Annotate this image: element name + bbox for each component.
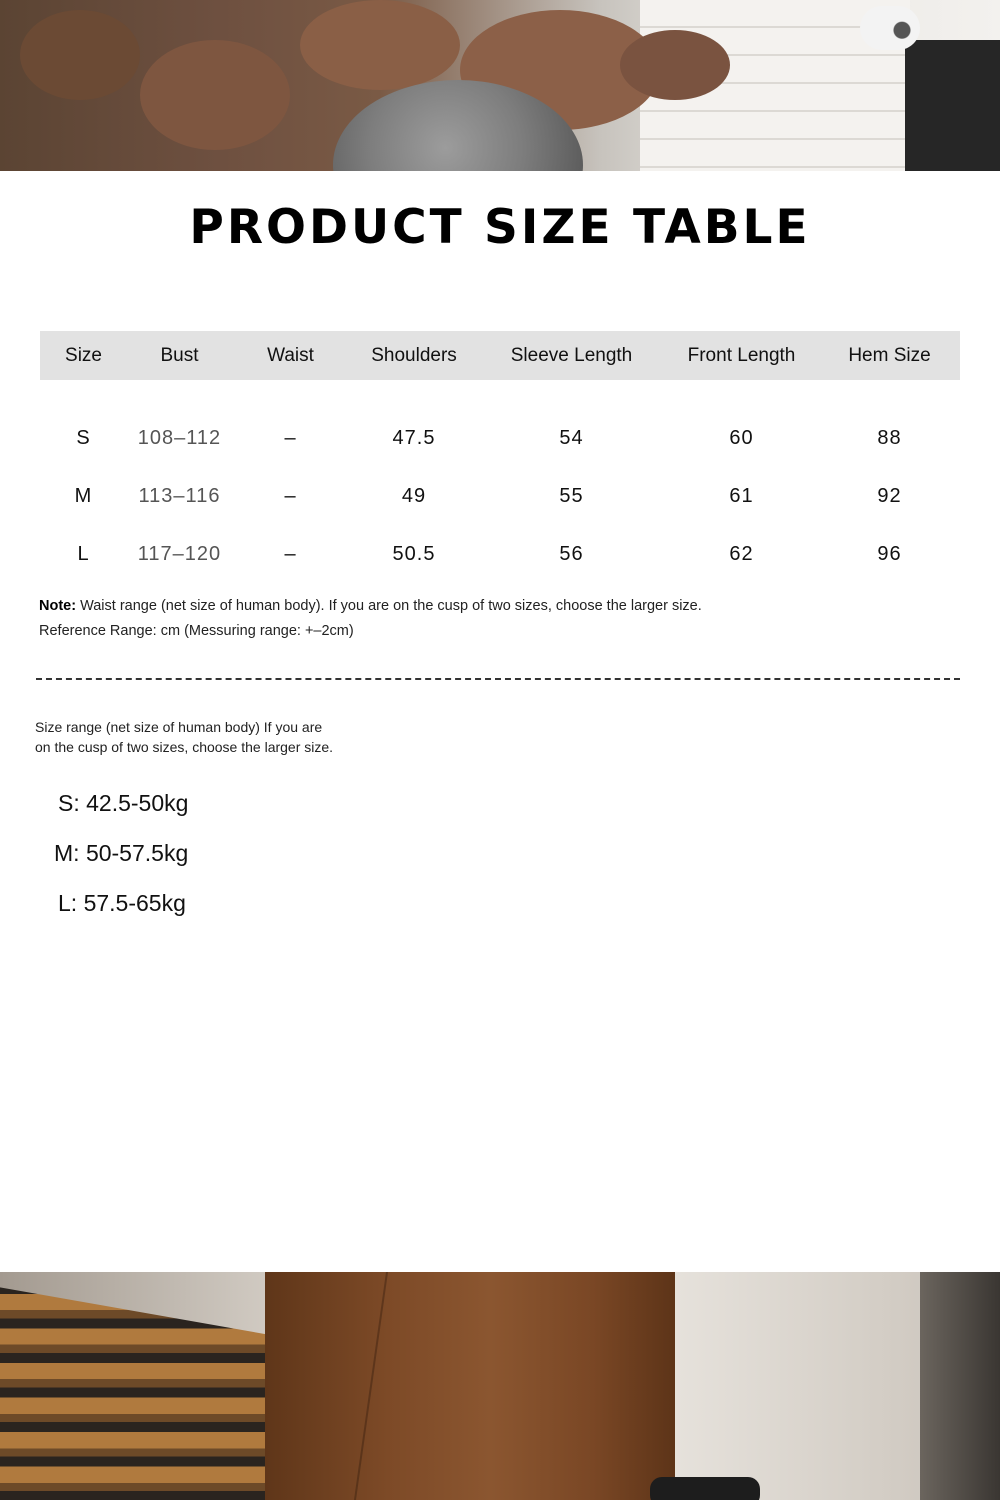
note-label: Note: — [39, 598, 77, 614]
cell-shoulders: 47.5 — [392, 426, 436, 449]
dashed-divider — [36, 678, 960, 680]
weight-item-s: S: 42.5-50kg — [58, 790, 189, 816]
size-range-note — [35, 717, 375, 757]
header-waist: Waist — [267, 344, 314, 366]
table-row — [40, 525, 960, 583]
header-shoulders: Shoulders — [371, 344, 457, 366]
cell-bust: 108–112 — [137, 426, 222, 449]
photo-foliage — [20, 10, 140, 100]
weight-item-l: L: 57.5-65kg — [58, 890, 186, 916]
header-front-length: Front Length — [687, 344, 796, 366]
photo-bench — [0, 1284, 300, 1500]
note-line-1 — [39, 594, 702, 619]
size-note — [39, 594, 702, 644]
header-bust: Bust — [160, 344, 199, 366]
cell-size: S — [76, 426, 91, 449]
range-note-line-2: on the cusp of two sizes, choose the larger size. — [35, 739, 334, 755]
page-title: PRODUCT SIZE TABLE — [189, 200, 811, 255]
cell-bust: 113–116 — [138, 484, 221, 507]
cell-bust: 117–120 — [137, 542, 222, 565]
photo-foliage — [620, 30, 730, 100]
cell-shoulders: 49 — [401, 484, 427, 507]
cell-waist: – — [284, 542, 297, 565]
weight-list — [54, 786, 188, 936]
bottom-product-photo — [0, 1272, 1000, 1500]
weight-item-m: M: 50-57.5kg — [54, 840, 189, 866]
top-product-photo — [0, 0, 1000, 171]
range-note-line-1: Size range (net size of human body) If you are — [35, 719, 323, 735]
photo-foliage — [300, 0, 460, 90]
cell-sleeve-length: 54 — [559, 426, 584, 449]
photo-dark-edge — [920, 1272, 1000, 1500]
table-body — [40, 409, 960, 583]
photo-dark-corner — [905, 40, 1000, 171]
size-table — [40, 331, 960, 583]
cell-shoulders: 50.5 — [392, 542, 436, 565]
note-line-2: Reference Range: cm (Messuring range: +–2cm) — [39, 623, 354, 639]
cell-hem-size: 92 — [877, 484, 902, 507]
cell-hem-size: 88 — [877, 426, 902, 449]
table-header — [40, 331, 960, 380]
header-size: Size — [65, 344, 102, 366]
note-text: Waist range (net size of human body). If you are on the cusp of two sizes, choose the larger size. — [80, 598, 702, 614]
cell-size: L — [77, 542, 90, 565]
cell-front-length: 60 — [729, 426, 754, 449]
table-row — [40, 409, 960, 467]
cell-sleeve-length: 55 — [559, 484, 584, 507]
photo-foliage — [140, 40, 290, 150]
header-hem-size: Hem Size — [848, 344, 931, 366]
cell-sleeve-length: 56 — [559, 542, 584, 565]
table-row — [40, 467, 960, 525]
coat-photo — [265, 1272, 675, 1500]
cell-hem-size: 96 — [877, 542, 902, 565]
photo-shoe — [650, 1477, 760, 1500]
cell-front-length: 62 — [729, 542, 754, 565]
photo-lamp — [860, 6, 920, 50]
header-sleeve-length: Sleeve Length — [510, 344, 633, 366]
cell-size: M — [74, 484, 93, 507]
cell-waist: – — [284, 426, 297, 449]
cell-waist: – — [284, 484, 297, 507]
cell-front-length: 61 — [729, 484, 754, 507]
